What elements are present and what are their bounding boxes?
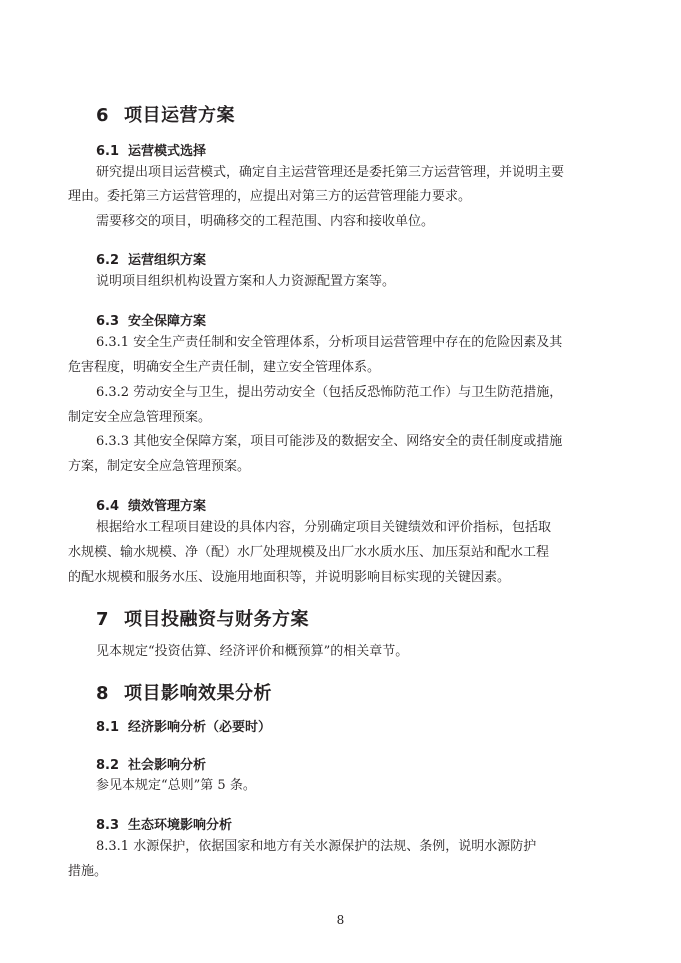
- paragraph-line: 措施。: [68, 864, 108, 879]
- paragraph-line: 根据给水工程项目建设的具体内容，分别确定项目关键绩效和评价指标，包括取: [96, 520, 552, 535]
- section-6-4-heading: [96, 495, 206, 514]
- paragraph-line: 理由。委托第三方运营管理的，应提出对第三方的运营管理能力要求。: [68, 189, 472, 204]
- section-7-heading: [96, 605, 309, 631]
- section-title: 生态环境影响分析: [128, 818, 233, 833]
- paragraph-line: 需要移交的项目，明确移交的工程范围、内容和接收单位。: [96, 214, 435, 229]
- paragraph-line: 研究提出项目运营模式，确定自主运营管理还是委托第三方运营管理，并说明主要: [96, 165, 565, 180]
- section-6-3-heading: [96, 310, 206, 329]
- section-number: 8.2: [96, 758, 120, 773]
- section-6-1-heading: [96, 140, 206, 159]
- section-title: 绩效管理方案: [128, 499, 207, 514]
- section-6-heading: [96, 101, 235, 127]
- paragraph-line: 水规模、输水规模、净（配）水厂处理规模及出厂水水质水压、加压泵站和配水工程: [68, 545, 550, 560]
- section-number: 8.1: [96, 720, 120, 735]
- paragraph-line: 的配水规模和服务水压、设施用地面积等，并说明影响目标实现的关键因素。: [68, 570, 511, 585]
- section-title: 项目投融资与财务方案: [124, 609, 309, 630]
- section-number: 6.4: [96, 499, 120, 514]
- section-title: 项目影响效果分析: [124, 683, 272, 704]
- section-6-2-heading: [96, 249, 206, 268]
- paragraph-line: 见本规定“投资估算、经济评价和概预算”的相关章节。: [96, 644, 409, 659]
- paragraph-line: 8.3.1 水源保护，依据国家和地方有关水源保护的法规、条例，说明水源防护: [96, 839, 537, 854]
- section-number: 8.3: [96, 818, 120, 833]
- section-number: 6.1: [96, 144, 120, 159]
- paragraph-line: 危害程度，明确安全生产责任制，建立安全管理体系。: [68, 360, 381, 375]
- section-number: 6: [96, 105, 110, 126]
- section-title: 运营组织方案: [128, 253, 207, 268]
- paragraph-line: 制定安全应急管理预案。: [68, 410, 212, 425]
- section-8-heading: [96, 679, 272, 705]
- section-title: 社会影响分析: [128, 758, 207, 773]
- paragraph-line: 6.3.3 其他安全保障方案，项目可能涉及的数据安全、网络安全的责任制度或措施: [96, 434, 563, 449]
- section-number: 6.3: [96, 314, 120, 329]
- page-number: 8: [336, 913, 345, 927]
- section-title: 经济影响分析（必要时）: [128, 720, 272, 735]
- paragraph-line: 方案，制定安全应急管理预案。: [68, 459, 251, 474]
- section-title: 项目运营方案: [124, 105, 235, 126]
- section-title: 运营模式选择: [128, 144, 207, 159]
- section-8-2-heading: [96, 754, 206, 773]
- section-number: 6.2: [96, 253, 120, 268]
- section-8-1-heading: [96, 716, 271, 735]
- section-title: 安全保障方案: [128, 314, 207, 329]
- paragraph-line: 说明项目组织机构设置方案和人力资源配置方案等。: [96, 274, 396, 289]
- section-8-3-heading: [96, 814, 232, 833]
- section-number: 8: [96, 683, 110, 704]
- paragraph-line: 6.3.1 安全生产责任制和安全管理体系，分析项目运营管理中存在的危险因素及其: [96, 335, 563, 350]
- paragraph-line: 参见本规定“总则”第 5 条。: [96, 778, 256, 793]
- section-number: 7: [96, 609, 110, 630]
- paragraph-line: 6.3.2 劳动安全与卫生，提出劳动安全（包括反恐怖防范工作）与卫生防范措施，: [96, 385, 563, 400]
